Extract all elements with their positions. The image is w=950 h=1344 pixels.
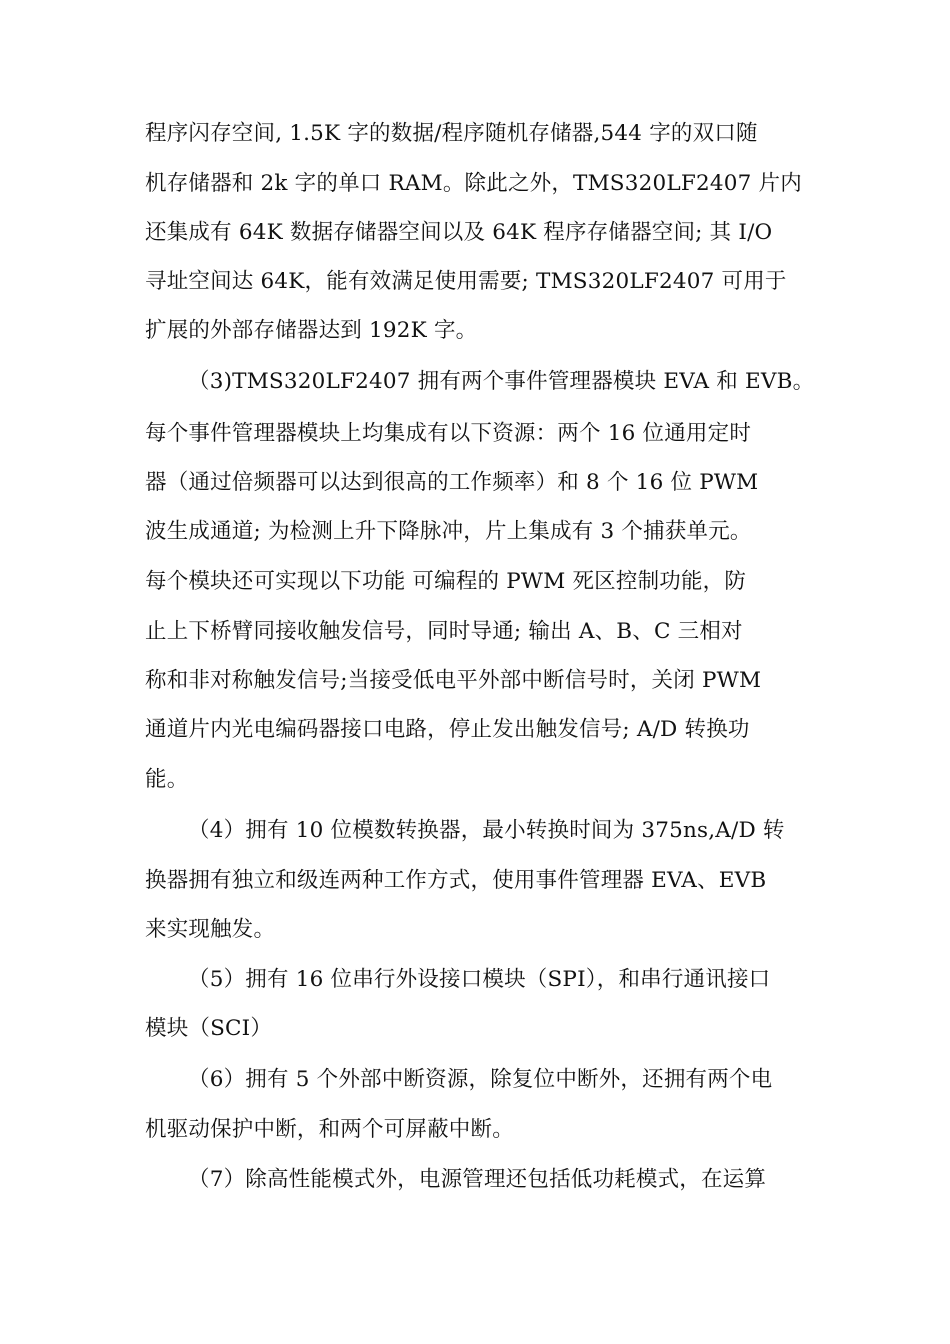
text-line: 机驱动保护中断，和两个可屏蔽中断。 <box>145 1117 514 1142</box>
text-line: 止上下桥臂同接收触发信号，同时导通; 输出 A、B、C 三相对 <box>145 619 743 644</box>
text-line: （7）除高性能模式外，电源管理还包括低功耗模式，在运算 <box>188 1167 767 1192</box>
text-line: 换器拥有独立和级连两种工作方式，使用事件管理器 EVA、EVB <box>145 868 767 893</box>
text-line: 程序闪存空间, 1.5K 字的数据/程序随机存储器,544 字的双口随 <box>145 121 758 146</box>
text-line: （5）拥有 16 位串行外设接口模块（SPI），和串行通讯接口 <box>188 967 771 992</box>
text-line: （6）拥有 5 个外部中断资源，除复位中断外，还拥有两个电 <box>188 1067 773 1092</box>
text-line: 能。 <box>145 767 189 792</box>
text-line: 器（通过倍频器可以达到很高的工作频率）和 8 个 16 位 PWM <box>145 470 759 495</box>
text-line: 来实现触发。 <box>145 917 276 942</box>
text-line: （4）拥有 10 位模数转换器，最小转换时间为 375ns,A/D 转 <box>188 818 785 843</box>
text-line: 寻址空间达 64K，能有效满足使用需要; TMS320LF2407 可用于 <box>145 269 787 294</box>
text-line: 通道片内光电编码器接口电路，停止发出触发信号; A/D 转换功 <box>145 717 750 742</box>
text-line: 称和非对称触发信号;当接受低电平外部中断信号时，关闭 PWM <box>145 668 762 693</box>
text-line: 机存储器和 2k 字的单口 RAM。除此之外，TMS320LF2407 片内 <box>145 171 802 196</box>
text-line: 每个模块还可实现以下功能 可编程的 PWM 死区控制功能，防 <box>145 569 747 594</box>
text-line: 扩展的外部存储器达到 192K 字。 <box>145 318 478 343</box>
text-line: 每个事件管理器模块上均集成有以下资源：两个 16 位通用定时 <box>145 421 752 446</box>
text-line: （3)TMS320LF2407 拥有两个事件管理器模块 EVA 和 EVB。 <box>188 369 815 394</box>
text-line: 还集成有 64K 数据存储器空间以及 64K 程序存储器空间; 其 I/O <box>145 220 773 245</box>
text-line: 波生成通道; 为检测上升下降脉冲，片上集成有 3 个捕获单元。 <box>145 519 752 544</box>
text-line: 模块（SCI） <box>145 1016 273 1041</box>
